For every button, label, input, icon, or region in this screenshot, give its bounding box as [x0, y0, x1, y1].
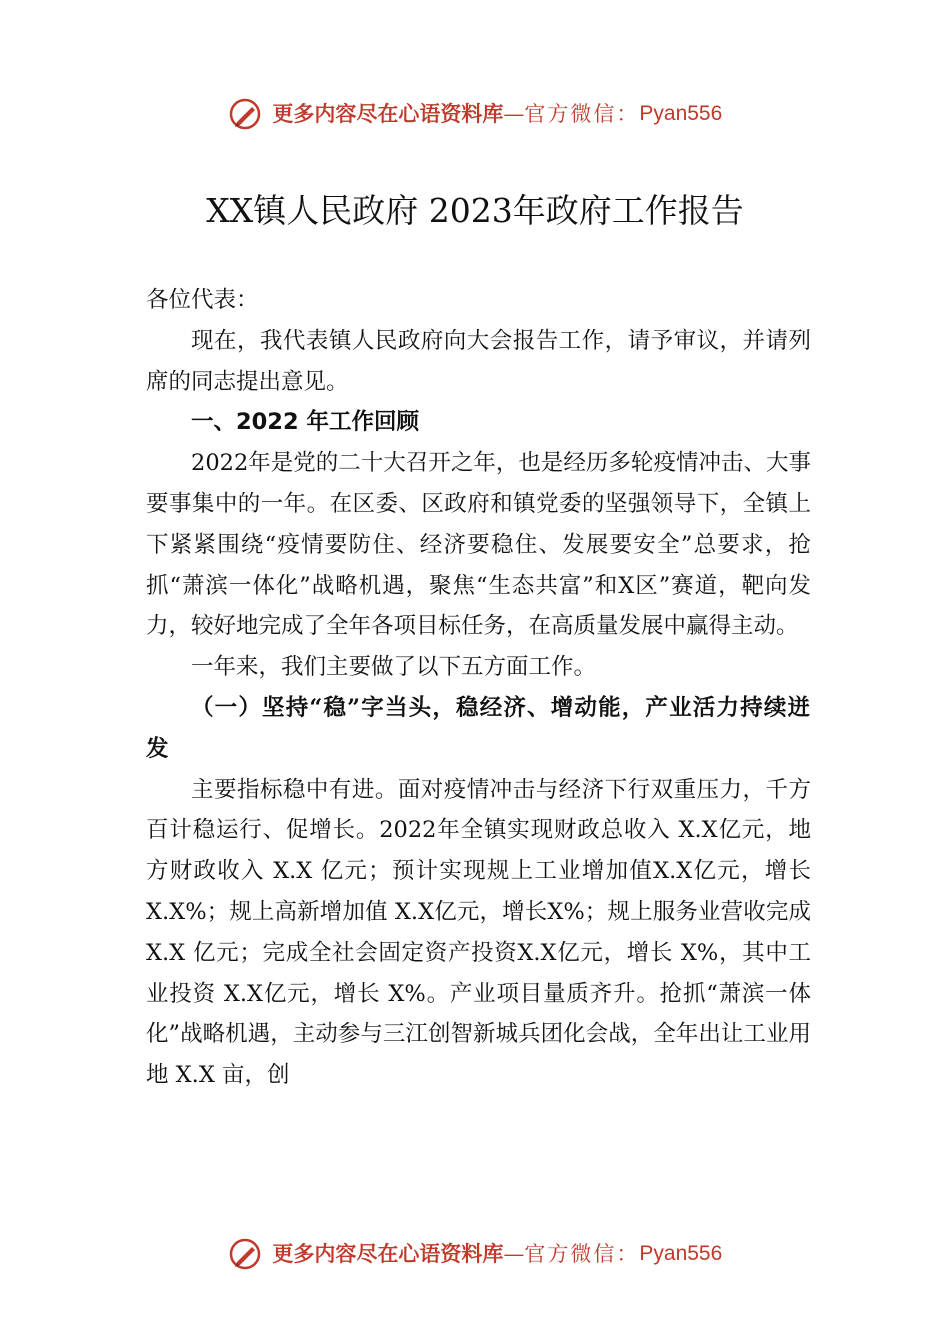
section-heading: 一、2022 年工作回顾: [191, 409, 419, 436]
watermark-wechat-id: Pyan556: [639, 102, 723, 125]
watermark-wechat-label: 官方微信：: [524, 1242, 640, 1266]
pen-logo-icon: [228, 1237, 262, 1271]
watermark-wechat-id: Pyan556: [639, 1242, 723, 1265]
watermark-footer: [0, 1237, 950, 1271]
document-title: XX镇人民政府 2023年政府工作报告: [206, 191, 744, 230]
watermark-main-text: 更多内容尽在心语资料库: [272, 1241, 504, 1266]
five-aspects-paragraph: 一年来，我们主要做了以下五方面工作。: [191, 654, 597, 681]
document-body: [146, 280, 811, 1096]
watermark-separator: —: [503, 102, 525, 126]
subsection-heading: （一）坚持“稳”字当头，稳经济、增动能，产业活力持续迸发: [146, 694, 811, 762]
pen-logo-icon: [228, 97, 262, 131]
watermark-main-text: 更多内容尽在心语资料库: [272, 101, 504, 126]
salutation: 各位代表：: [146, 287, 259, 313]
watermark-header: [0, 97, 950, 131]
watermark-wechat-label: 官方微信：: [524, 102, 640, 126]
review-paragraph: 2022年是党的二十大召开之年，也是经历多轮疫情冲击、大事要事集中的一年。在区委、区政府和镇党委的坚强领导下，全镇上下紧紧围绕“疫情要防住、经济要稳住、发展要安全”总要求，抢抓“萧滨一体化”战略机遇，聚焦“生态共富”和X区”赛道，靶向发力，较好地完成了全年各项目标任务，在高质量发展中赢得主动。: [146, 450, 811, 640]
intro-paragraph: 现在，我代表镇人民政府向大会报告工作，请予审议，并请列席的同志提出意见。: [146, 327, 811, 395]
watermark-separator: —: [503, 1242, 525, 1266]
indicators-paragraph: 主要指标稳中有进。面对疫情冲击与经济下行双重压力，千方百计稳运行、促增长。2022年全镇实现财政总收入 X.X亿元，地方财政收入 X.X 亿元；预计实现规上工业增加值X.X亿元，增长 X.X%；规上高新增加值 X.X亿元，增长X%；规上服务业营收完成 X.X 亿元；完成全社会固定资产投资X.X亿元，增长 X%，其中工业投资 X.X亿元，增长 X%。产业项目量质齐升。抢抓“萧滨一体化”战略机遇，主动参与三江创智新城兵团化会战，全年出让工业用地 X.X 亩，创: [146, 776, 811, 1089]
